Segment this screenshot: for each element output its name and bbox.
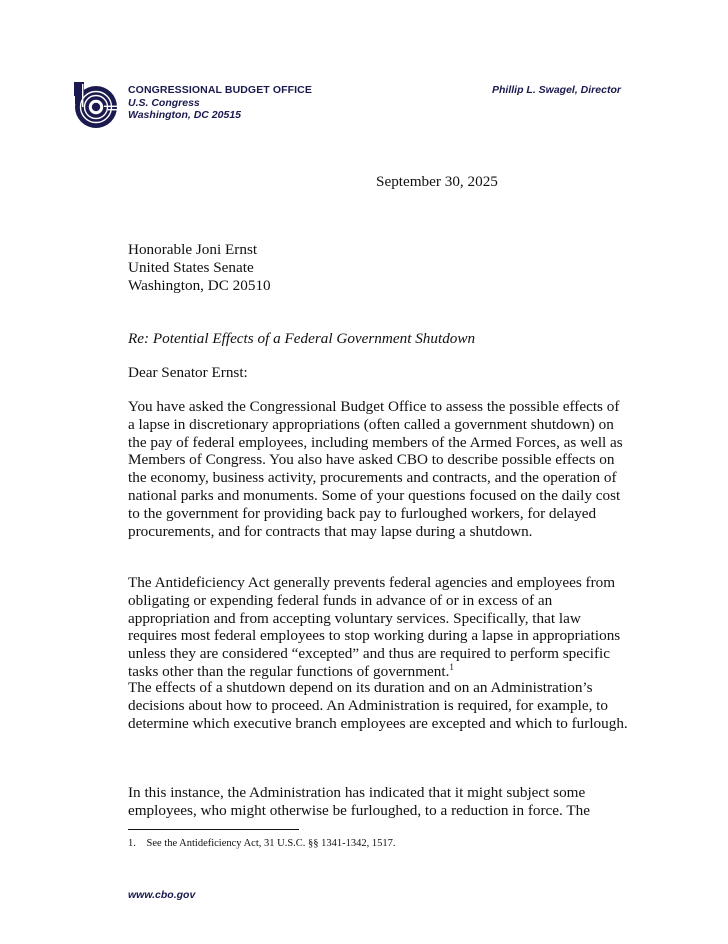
- recipient-line: Honorable Joni Ernst: [128, 241, 258, 258]
- subject-line: Re: Potential Effects of a Federal Government Shutdown: [128, 330, 476, 347]
- paragraph-text: The effects of a shutdown depend on its duration and on an Administration’s decisions about how to proceed. An Administration is required, for example, to determine which executive branch employees are excepted and which to furlough.: [128, 679, 628, 732]
- paragraph: [128, 679, 628, 732]
- letterhead-org: [128, 84, 312, 122]
- paragraph: [128, 784, 628, 820]
- paragraph-text: The Antideficiency Act generally prevents federal agencies and employees from obligating or expending federal funds in advance of or in excess of an appropriation and from accepting voluntary services. Specifically, that law requires most federal employees to stop working during a lapse in appropriations unless they are considered “excepted” and thus are required to perform specific tasks other than the regular functions of government.: [128, 574, 621, 680]
- org-line-3: Washington, DC 20515: [128, 109, 241, 121]
- recipient-line: United States Senate: [128, 258, 254, 276]
- director-name: Phillip L. Swagel, Director: [492, 84, 621, 96]
- footnote: [128, 838, 396, 849]
- paragraph: [128, 574, 628, 681]
- salutation: Dear Senator Ernst:: [128, 364, 248, 381]
- paragraph-text: In this instance, the Administration has indicated that it might subject some employees, who might otherwise be furloughed, to a reduction in force. The: [128, 784, 590, 819]
- recipient-line: Washington, DC 20510: [128, 276, 271, 294]
- footnote-text: See the Antideficiency Act, 31 U.S.C. §§ 1341-1342, 1517.: [146, 838, 396, 849]
- org-name: CONGRESSIONAL BUDGET OFFICE: [128, 84, 312, 96]
- website-link[interactable]: www.cbo.gov: [128, 889, 196, 901]
- footnote-divider: [128, 829, 299, 830]
- paragraph: [128, 398, 628, 540]
- org-line-2: U.S. Congress: [128, 96, 200, 109]
- footnote-reference[interactable]: 1: [449, 661, 454, 672]
- recipient-address: [128, 241, 271, 294]
- letter-date: September 30, 2025: [376, 173, 498, 190]
- cbo-logo-icon: [74, 82, 118, 128]
- paragraph-text: You have asked the Congressional Budget Office to assess the possible effects of a lapse in discretionary appropriations (often called a government shutdown) on the pay of federal employees, including members of the Armed Forces, as well as Members of Congress. You also have asked CBO to describe possible effects on the economy, business activity, procurements and contracts, and the operation of national parks and monuments. Some of your questions focused on the daily cost to the government for providing back pay to furloughed workers, for delayed procurements, and for contracts that may lapse during a shutdown.: [128, 398, 623, 540]
- footnote-number: 1.: [128, 838, 136, 849]
